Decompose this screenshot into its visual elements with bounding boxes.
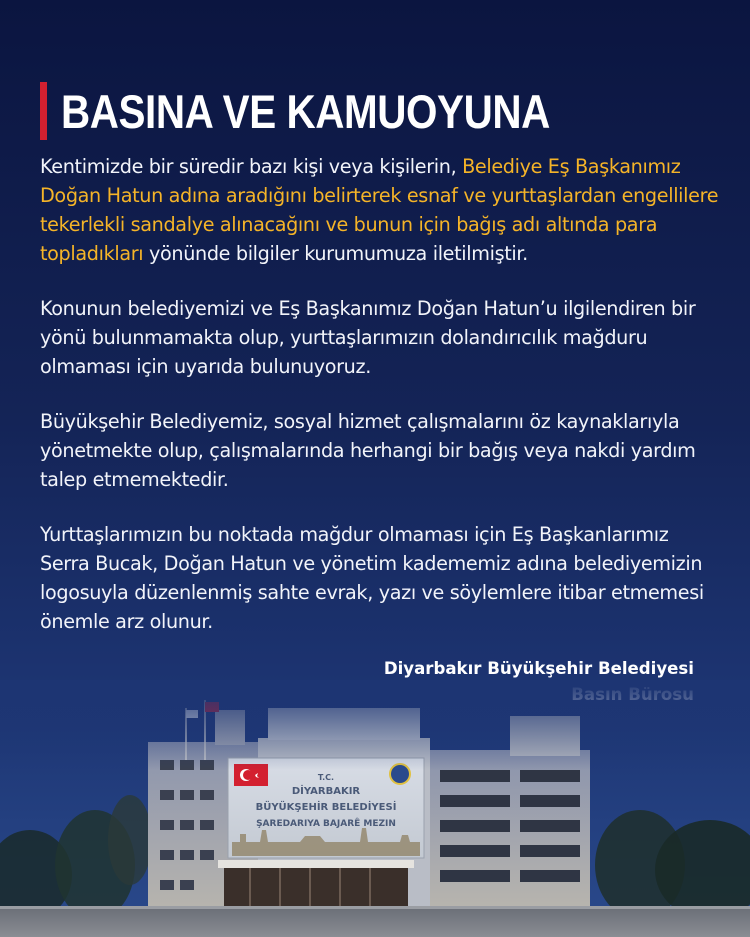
title-accent-bar [40,82,47,140]
signature-organization: Diyarbakır Büyükşehir Belediyesi [383,659,694,678]
paragraph-1-highlight: Belediye Eş Başkanımız Doğan Hatun adına aradığını belirterek esnaf ve yurttaşlardan engellilere tekerlekli sandalye alınacağını ve bunun için bağış adı altında para topladıkları [40,155,719,265]
building-illustration [0,680,750,937]
paragraph-2: Konunun belediyemizi ve Eş Başkanımız Doğan Hatun’u ilgilendiren bir yönü bulunmamakta olup, yurttaşlarımızın dolandırıcılık mağduru olmaması için uyarıda bulunuyoruz. [40,297,696,378]
paragraph-1-end: yönünde bilgiler kurumumuza iletilmiştir. [143,242,528,265]
municipality-building-photo [0,680,750,937]
paragraph-3: Büyükşehir Belediyemiz, sosyal hizmet çalışmalarını öz kaynaklarıyla yönetmekte olup, çalışmalarında herhangi bir bağış veya nakdi yardım talep etmemektedir. [40,410,696,491]
paragraph-4: Yurttaşlarımızın bu noktada mağdur olmaması için Eş Başkanlarımız Serra Bucak, Doğan Hatun ve yönetim kadememiz adına belediyemizin logosuyla düzenlenmiş sahte evrak, yazı ve söylemlere itibar etmemesi önemle arz olunur. [40,523,704,633]
paragraph-1-start: Kentimizde bir süredir bazı kişi veya kişilerin, [40,155,463,178]
paragraph-1 [40,152,720,268]
title-block [40,82,629,140]
page-title: BASINA VE KAMUOYUNA [61,84,550,138]
statement-body [40,152,720,662]
